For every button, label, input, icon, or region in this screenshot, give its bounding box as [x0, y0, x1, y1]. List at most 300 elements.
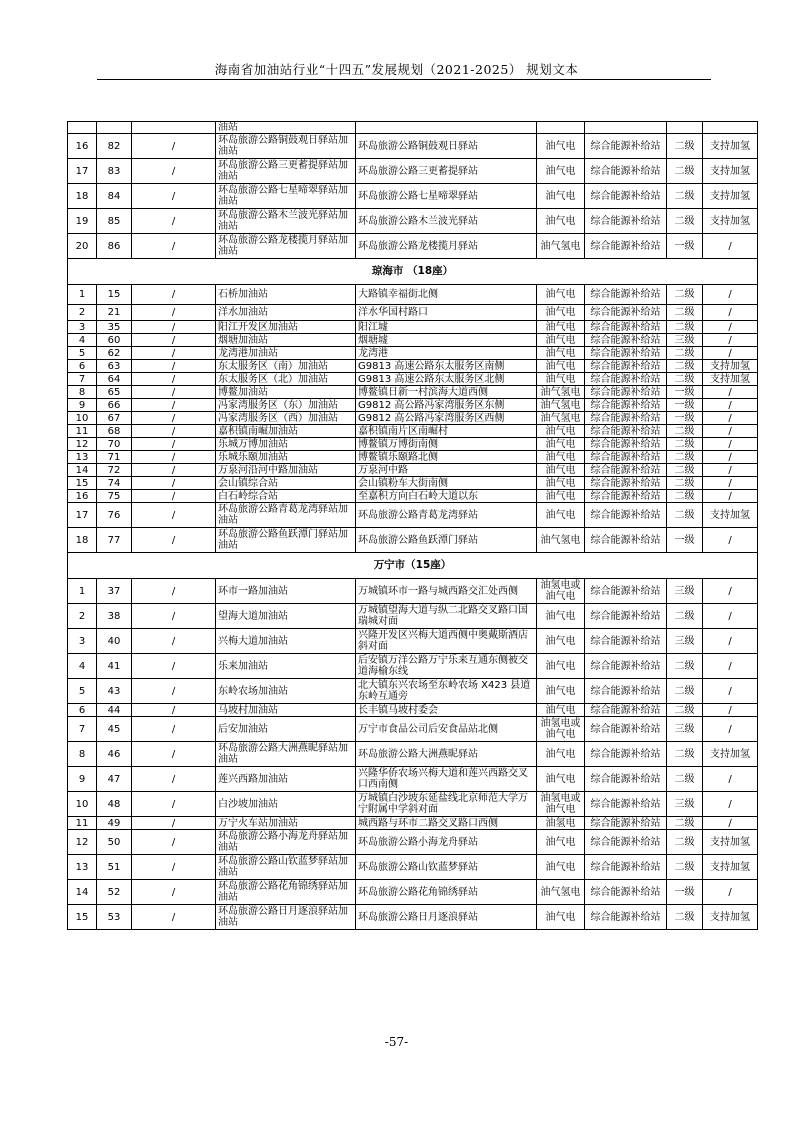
station-no-cell: 77 — [97, 528, 132, 553]
seq-cell: 15 — [68, 905, 97, 930]
grade-cell: 三级 — [667, 629, 703, 654]
station-name-cell: 博鳌加油站 — [216, 386, 356, 399]
seq-cell: 3 — [68, 321, 97, 334]
station-type-cell: 综合能源补给站 — [585, 503, 667, 528]
seq-cell: 7 — [68, 373, 97, 386]
seq-cell: 18 — [68, 528, 97, 553]
hydrogen-cell: / — [703, 604, 758, 629]
station-no-cell: 74 — [97, 477, 132, 490]
code-cell: / — [132, 438, 216, 451]
grade-cell: 二级 — [667, 477, 703, 490]
station-name-cell: 会山镇综合站 — [216, 477, 356, 490]
table-row — [68, 717, 758, 742]
location-cell: 博鳌镇乐颐路北侧 — [356, 451, 537, 464]
grade-cell: 二级 — [667, 347, 703, 360]
seq-cell: 15 — [68, 477, 97, 490]
hydrogen-cell: / — [703, 528, 758, 553]
energy-type-cell: 油气电 — [537, 855, 585, 880]
station-name-cell: 阳江开发区加油站 — [216, 321, 356, 334]
code-cell: / — [132, 704, 216, 717]
location-cell: 会山镇粉车大街南侧 — [356, 477, 537, 490]
station-type-cell: 综合能源补给站 — [585, 451, 667, 464]
location-cell: 环岛旅游公路鱼跃潭门驿站 — [356, 528, 537, 553]
station-type-cell — [585, 122, 667, 134]
hydrogen-cell: / — [703, 767, 758, 792]
grade-cell: 三级 — [667, 334, 703, 347]
location-cell: 环岛旅游公路山钦蓝梦驿站 — [356, 855, 537, 880]
station-name-cell: 环岛旅游公路山钦蓝梦驿站加油站 — [216, 855, 356, 880]
station-no-cell: 47 — [97, 767, 132, 792]
table-row — [68, 905, 758, 930]
station-name-cell: 兴梅大道加油站 — [216, 629, 356, 654]
grade-cell: 一级 — [667, 234, 703, 259]
seq-cell: 3 — [68, 629, 97, 654]
energy-type-cell: 油气电 — [537, 679, 585, 704]
location-cell: 环岛旅游公路青葛龙湾驿站 — [356, 503, 537, 528]
table-row — [68, 373, 758, 386]
code-cell: / — [132, 830, 216, 855]
table-row — [68, 579, 758, 604]
section-header-row — [68, 553, 758, 579]
location-cell: 嘉积镇南片区南崛村 — [356, 425, 537, 438]
station-name-cell: 万泉河沿河中路加油站 — [216, 464, 356, 477]
hydrogen-cell: 支持加氢 — [703, 360, 758, 373]
location-cell: 环岛旅游公路七星啼翠驿站 — [356, 184, 537, 209]
table-row — [68, 285, 758, 305]
station-no-cell: 82 — [97, 134, 132, 159]
energy-type-cell: 油气电 — [537, 425, 585, 438]
station-type-cell: 综合能源补给站 — [585, 855, 667, 880]
station-type-cell: 综合能源补给站 — [585, 159, 667, 184]
station-name-cell: 环岛旅游公路铜鼓观日驿站加油站 — [216, 134, 356, 159]
station-name-cell: 石桥加油站 — [216, 285, 356, 305]
code-cell: / — [132, 347, 216, 360]
station-no-cell: 64 — [97, 373, 132, 386]
hydrogen-cell: 支持加氢 — [703, 905, 758, 930]
table-row — [68, 817, 758, 830]
station-type-cell: 综合能源补给站 — [585, 412, 667, 425]
hydrogen-cell: / — [703, 717, 758, 742]
hydrogen-cell: / — [703, 451, 758, 464]
hydrogen-cell: / — [703, 704, 758, 717]
grade-cell — [667, 122, 703, 134]
section-title: 万宁市（15座） — [68, 553, 758, 579]
table-row — [68, 234, 758, 259]
energy-type-cell: 油气氢电 — [537, 412, 585, 425]
hydrogen-cell: 支持加氢 — [703, 134, 758, 159]
grade-cell: 二级 — [667, 438, 703, 451]
energy-type-cell: 油气电 — [537, 629, 585, 654]
location-cell: 兴隆华侨农场兴梅大道和莲兴西路交叉口西南侧 — [356, 767, 537, 792]
station-no-cell: 86 — [97, 234, 132, 259]
seq-cell: 8 — [68, 386, 97, 399]
seq-cell: 7 — [68, 717, 97, 742]
location-cell: 万泉河中路 — [356, 464, 537, 477]
table-row — [68, 360, 758, 373]
location-cell: 环岛旅游公路日月逐浪驿站 — [356, 905, 537, 930]
location-cell: 环岛旅游公路木兰波光驿站 — [356, 209, 537, 234]
energy-type-cell: 油气电 — [537, 905, 585, 930]
seq-cell: 5 — [68, 347, 97, 360]
energy-type-cell: 油气电 — [537, 373, 585, 386]
station-no-cell: 52 — [97, 880, 132, 905]
table-row — [68, 503, 758, 528]
section-title: 琼海市 （18座） — [68, 259, 758, 285]
hydrogen-cell: 支持加氢 — [703, 503, 758, 528]
seq-cell: 6 — [68, 704, 97, 717]
station-type-cell: 综合能源补给站 — [585, 679, 667, 704]
seq-cell: 11 — [68, 425, 97, 438]
seq-cell: 14 — [68, 880, 97, 905]
station-no-cell: 76 — [97, 503, 132, 528]
seq-cell: 1 — [68, 579, 97, 604]
seq-cell: 1 — [68, 285, 97, 305]
energy-type-cell: 油气电 — [537, 321, 585, 334]
energy-type-cell: 油氢电 — [537, 817, 585, 830]
energy-type-cell: 油气电 — [537, 477, 585, 490]
station-name-cell: 东岭农场加油站 — [216, 679, 356, 704]
grade-cell: 二级 — [667, 855, 703, 880]
station-type-cell: 综合能源补给站 — [585, 629, 667, 654]
hydrogen-cell: / — [703, 285, 758, 305]
energy-type-cell: 油气氢电 — [537, 386, 585, 399]
seq-cell: 9 — [68, 767, 97, 792]
code-cell: / — [132, 477, 216, 490]
energy-type-cell: 油气电 — [537, 767, 585, 792]
station-no-cell: 46 — [97, 742, 132, 767]
station-no-cell: 66 — [97, 399, 132, 412]
code-cell: / — [132, 880, 216, 905]
code-cell: / — [132, 742, 216, 767]
grade-cell: 二级 — [667, 464, 703, 477]
hydrogen-cell: 支持加氢 — [703, 830, 758, 855]
station-name-cell: 东太服务区（北）加油站 — [216, 373, 356, 386]
station-no-cell: 40 — [97, 629, 132, 654]
code-cell: / — [132, 654, 216, 679]
location-cell: G9812 高公路冯家湾服务区东侧 — [356, 399, 537, 412]
table-row — [68, 159, 758, 184]
table-row — [68, 855, 758, 880]
hydrogen-cell: / — [703, 305, 758, 321]
grade-cell: 二级 — [667, 742, 703, 767]
code-cell: / — [132, 464, 216, 477]
seq-cell: 12 — [68, 830, 97, 855]
station-no-cell: 75 — [97, 490, 132, 503]
hydrogen-cell: / — [703, 654, 758, 679]
station-type-cell: 综合能源补给站 — [585, 477, 667, 490]
energy-type-cell: 油气电 — [537, 134, 585, 159]
table-row — [68, 451, 758, 464]
station-name-cell: 烟塘加油站 — [216, 334, 356, 347]
seq-cell: 10 — [68, 792, 97, 817]
station-name-cell: 环岛旅游公路木兰波光驿站加油站 — [216, 209, 356, 234]
seq-cell: 4 — [68, 654, 97, 679]
grade-cell: 一级 — [667, 399, 703, 412]
station-name-cell: 冯家湾服务区（西）加油站 — [216, 412, 356, 425]
table-row — [68, 792, 758, 817]
code-cell: / — [132, 373, 216, 386]
document-header-title: 海南省加油站行业“十四五”发展规划（2021-2025） 规划文本 — [214, 62, 579, 77]
grade-cell: 二级 — [667, 159, 703, 184]
page-number: -57- — [384, 1035, 409, 1049]
station-no-cell: 62 — [97, 347, 132, 360]
grade-cell: 一级 — [667, 528, 703, 553]
table-row — [68, 880, 758, 905]
seq-cell: 17 — [68, 159, 97, 184]
station-name-cell: 马坡村加油站 — [216, 704, 356, 717]
code-cell: / — [132, 305, 216, 321]
energy-type-cell: 油气氢电 — [537, 399, 585, 412]
station-no-cell: 68 — [97, 425, 132, 438]
station-name-cell: 万宁火车站加油站 — [216, 817, 356, 830]
code-cell: / — [132, 629, 216, 654]
code-cell: / — [132, 717, 216, 742]
grade-cell: 二级 — [667, 830, 703, 855]
station-name-cell: 环岛旅游公路花角锦绣驿站加油站 — [216, 880, 356, 905]
station-name-cell: 白石岭综合站 — [216, 490, 356, 503]
hydrogen-cell: / — [703, 386, 758, 399]
location-cell: 博鳌镇日新一村滨海大道西侧 — [356, 386, 537, 399]
seq-cell: 13 — [68, 451, 97, 464]
energy-type-cell: 油气电 — [537, 438, 585, 451]
station-name-cell: 油站 — [216, 122, 356, 134]
station-name-cell: 环市一路加油站 — [216, 579, 356, 604]
code-cell: / — [132, 503, 216, 528]
hydrogen-cell — [703, 122, 758, 134]
hydrogen-cell: / — [703, 817, 758, 830]
grade-cell: 二级 — [667, 679, 703, 704]
location-cell: 后安镇万洋公路万宁乐来互通东侧被交道海榆东线 — [356, 654, 537, 679]
location-cell: 烟塘墟 — [356, 334, 537, 347]
station-no-cell: 35 — [97, 321, 132, 334]
station-type-cell: 综合能源补给站 — [585, 386, 667, 399]
hydrogen-cell: / — [703, 477, 758, 490]
station-no-cell: 72 — [97, 464, 132, 477]
grade-cell: 三级 — [667, 792, 703, 817]
grade-cell: 一级 — [667, 412, 703, 425]
station-no-cell: 70 — [97, 438, 132, 451]
code-cell: / — [132, 679, 216, 704]
energy-type-cell: 油气电 — [537, 830, 585, 855]
code-cell: / — [132, 792, 216, 817]
station-name-cell: 嘉积镇南崛加油站 — [216, 425, 356, 438]
energy-type-cell: 油气电 — [537, 285, 585, 305]
energy-type-cell: 油氢电或油气电 — [537, 717, 585, 742]
station-no-cell: 71 — [97, 451, 132, 464]
code-cell: / — [132, 425, 216, 438]
seq-cell: 11 — [68, 817, 97, 830]
energy-type-cell: 油气电 — [537, 305, 585, 321]
station-type-cell: 综合能源补给站 — [585, 184, 667, 209]
station-no-cell: 51 — [97, 855, 132, 880]
table-row — [68, 412, 758, 425]
station-name-cell: 环岛旅游公路大洲燕昵驿站加油站 — [216, 742, 356, 767]
location-cell: 龙湾港 — [356, 347, 537, 360]
station-no-cell — [97, 122, 132, 134]
station-name-cell: 冯家湾服务区（东）加油站 — [216, 399, 356, 412]
code-cell: / — [132, 386, 216, 399]
station-no-cell: 83 — [97, 159, 132, 184]
station-name-cell: 环岛旅游公路龙楼揽月驿站加油站 — [216, 234, 356, 259]
table-row — [68, 742, 758, 767]
station-type-cell: 综合能源补给站 — [585, 134, 667, 159]
code-cell: / — [132, 209, 216, 234]
code-cell: / — [132, 817, 216, 830]
grade-cell: 二级 — [667, 503, 703, 528]
seq-cell: 2 — [68, 604, 97, 629]
station-no-cell: 84 — [97, 184, 132, 209]
station-no-cell: 43 — [97, 679, 132, 704]
table-row — [68, 604, 758, 629]
hydrogen-cell: 支持加氢 — [703, 184, 758, 209]
station-no-cell: 44 — [97, 704, 132, 717]
code-cell: / — [132, 490, 216, 503]
station-no-cell: 53 — [97, 905, 132, 930]
grade-cell: 一级 — [667, 880, 703, 905]
station-name-cell: 东太服务区（南）加油站 — [216, 360, 356, 373]
table-row — [68, 321, 758, 334]
table-row — [68, 209, 758, 234]
hydrogen-cell: / — [703, 412, 758, 425]
energy-type-cell: 油气电 — [537, 184, 585, 209]
station-no-cell: 49 — [97, 817, 132, 830]
grade-cell: 二级 — [667, 451, 703, 464]
location-cell: 环岛旅游公路龙楼揽月驿站 — [356, 234, 537, 259]
code-cell: / — [132, 767, 216, 792]
hydrogen-cell: / — [703, 679, 758, 704]
location-cell: 大路镇幸福街北侧 — [356, 285, 537, 305]
location-cell: 万城镇望海大道与纵二北路交叉路口国瑞城对面 — [356, 604, 537, 629]
hydrogen-cell: / — [703, 321, 758, 334]
station-type-cell: 综合能源补给站 — [585, 234, 667, 259]
location-cell: G9813 高速公路东太服务区南侧 — [356, 360, 537, 373]
hydrogen-cell: / — [703, 792, 758, 817]
grade-cell: 一级 — [667, 386, 703, 399]
station-no-cell: 60 — [97, 334, 132, 347]
location-cell: 长丰镇马坡村委会 — [356, 704, 537, 717]
station-type-cell: 综合能源补给站 — [585, 347, 667, 360]
station-no-cell: 15 — [97, 285, 132, 305]
header-divider — [97, 79, 711, 80]
energy-type-cell: 油气电 — [537, 490, 585, 503]
seq-cell: 5 — [68, 679, 97, 704]
code-cell: / — [132, 321, 216, 334]
station-name-cell: 望海大道加油站 — [216, 604, 356, 629]
table-row — [68, 679, 758, 704]
table-row — [68, 425, 758, 438]
station-name-cell: 乐来加油站 — [216, 654, 356, 679]
table-row — [68, 305, 758, 321]
table-row — [68, 654, 758, 679]
station-name-cell: 环岛旅游公路青葛龙湾驿站加油站 — [216, 503, 356, 528]
hydrogen-cell: 支持加氢 — [703, 159, 758, 184]
station-type-cell: 综合能源补给站 — [585, 905, 667, 930]
station-no-cell: 63 — [97, 360, 132, 373]
code-cell: / — [132, 285, 216, 305]
station-type-cell: 综合能源补给站 — [585, 373, 667, 386]
seq-cell: 2 — [68, 305, 97, 321]
seq-cell — [68, 122, 97, 134]
seq-cell: 8 — [68, 742, 97, 767]
code-cell: / — [132, 184, 216, 209]
grade-cell: 二级 — [667, 425, 703, 438]
station-type-cell: 综合能源补给站 — [585, 579, 667, 604]
station-name-cell: 环岛旅游公路三更蓄提驿站加油站 — [216, 159, 356, 184]
station-name-cell: 白沙坡加油站 — [216, 792, 356, 817]
station-name-cell: 后安加油站 — [216, 717, 356, 742]
seq-cell: 4 — [68, 334, 97, 347]
table-row — [68, 490, 758, 503]
station-name-cell: 环岛旅游公路七星啼翠驿站加油站 — [216, 184, 356, 209]
hydrogen-cell: 支持加氢 — [703, 209, 758, 234]
grade-cell: 二级 — [667, 321, 703, 334]
station-type-cell: 综合能源补给站 — [585, 792, 667, 817]
location-cell: 阳江墟 — [356, 321, 537, 334]
station-type-cell: 综合能源补给站 — [585, 880, 667, 905]
table-row — [68, 704, 758, 717]
table-row — [68, 122, 758, 134]
grade-cell: 二级 — [667, 704, 703, 717]
hydrogen-cell: / — [703, 629, 758, 654]
station-no-cell: 45 — [97, 717, 132, 742]
location-cell: 环岛旅游公路铜鼓观日驿站 — [356, 134, 537, 159]
grade-cell: 二级 — [667, 209, 703, 234]
station-no-cell: 48 — [97, 792, 132, 817]
location-cell: 万城镇环市一路与城西路交汇处西侧 — [356, 579, 537, 604]
hydrogen-cell: 支持加氢 — [703, 373, 758, 386]
hydrogen-cell: / — [703, 579, 758, 604]
station-type-cell: 综合能源补给站 — [585, 717, 667, 742]
grade-cell: 二级 — [667, 654, 703, 679]
seq-cell: 16 — [68, 490, 97, 503]
seq-cell: 17 — [68, 503, 97, 528]
energy-type-cell: 油气电 — [537, 704, 585, 717]
energy-type-cell: 油气电 — [537, 654, 585, 679]
table-row — [68, 347, 758, 360]
energy-type-cell: 油气电 — [537, 742, 585, 767]
energy-type-cell: 油气电 — [537, 604, 585, 629]
station-name-cell: 环岛旅游公路日月逐浪驿站加油站 — [216, 905, 356, 930]
grade-cell: 二级 — [667, 767, 703, 792]
code-cell: / — [132, 412, 216, 425]
station-no-cell: 41 — [97, 654, 132, 679]
location-cell: 北大镇东兴农场至东岭农场 X423 县道东岭互通旁 — [356, 679, 537, 704]
station-type-cell: 综合能源补给站 — [585, 425, 667, 438]
grade-cell: 二级 — [667, 905, 703, 930]
station-no-cell: 50 — [97, 830, 132, 855]
hydrogen-cell: / — [703, 334, 758, 347]
seq-cell: 18 — [68, 184, 97, 209]
station-name-cell: 环岛旅游公路鱼跃潭门驿站加油站 — [216, 528, 356, 553]
hydrogen-cell: / — [703, 347, 758, 360]
station-type-cell: 综合能源补给站 — [585, 209, 667, 234]
table-row — [68, 399, 758, 412]
station-no-cell: 21 — [97, 305, 132, 321]
table-row — [68, 438, 758, 451]
station-name-cell: 莲兴西路加油站 — [216, 767, 356, 792]
hydrogen-cell: / — [703, 438, 758, 451]
energy-type-cell: 油气电 — [537, 347, 585, 360]
section-header-row — [68, 259, 758, 285]
table-row — [68, 629, 758, 654]
location-cell: 万宁市食品公司后安食品站北侧 — [356, 717, 537, 742]
seq-cell: 6 — [68, 360, 97, 373]
grade-cell: 二级 — [667, 285, 703, 305]
code-cell: / — [132, 334, 216, 347]
code-cell: / — [132, 159, 216, 184]
energy-type-cell: 油气氢电 — [537, 234, 585, 259]
energy-type-cell: 油气电 — [537, 159, 585, 184]
